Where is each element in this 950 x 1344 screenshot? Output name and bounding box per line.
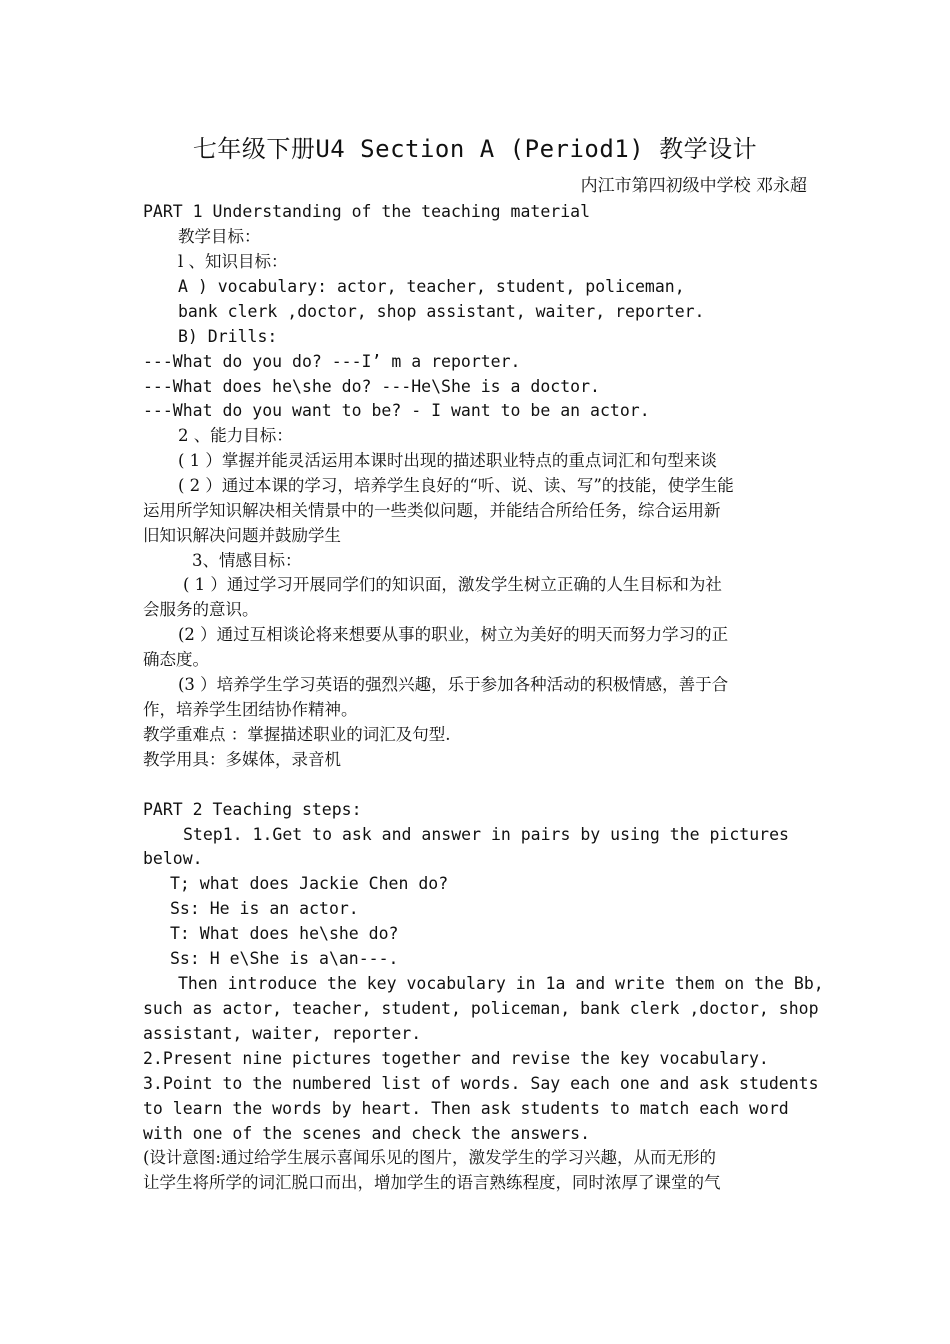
- drill-line: ---What do you do? ---I’ m a reporter.: [143, 352, 521, 371]
- ability-item-cont: 旧知识解决问题并鼓励学生: [143, 526, 341, 545]
- step1-line-cont: below.: [143, 849, 203, 868]
- step1-line: Step1. 1.Get to ask and answer in pairs by using the pictures: [183, 825, 789, 844]
- step3-line-cont: with one of the scenes and check the answers.: [143, 1124, 591, 1143]
- step3-line: 3.Point to the numbered list of words. Say each one and ask students: [143, 1074, 819, 1093]
- emotion-item-cont: 确态度。: [143, 650, 209, 669]
- drill-line: ---What does he\she do? ---He\She is a doctor.: [143, 377, 600, 396]
- ability-item: ( 1 ）掌握并能灵活运用本课时出现的描述职业特点的重点词汇和句型来谈: [178, 451, 717, 470]
- part1-heading: PART 1 Understanding of the teaching material: [143, 202, 591, 221]
- dialog-line: T; what does Jackie Chen do?: [170, 874, 449, 893]
- ability-item: ( 2 ）通过本课的学习，培养学生良好的“听、说、读、写”的技能，使学生能: [178, 476, 734, 495]
- document-title: 七年级下册U4 Section A (Period1) 教学设计: [192, 135, 758, 163]
- key-points: 教学重难点 ：掌握描述职业的词汇及句型.: [143, 725, 451, 744]
- vocab-line: A ) vocabulary: actor, teacher, student, policeman,: [178, 277, 685, 296]
- emotion-label: 3、情感目标：: [192, 551, 302, 570]
- drills-label: B) Drills:: [178, 327, 278, 346]
- author-line: 内江市第四初级中学校 邓永超: [580, 176, 807, 196]
- goals-label: 教学目标：: [178, 227, 261, 246]
- intro-line: Then introduce the key vocabulary in 1a and write them on the Bb,: [178, 974, 824, 993]
- teaching-tools: 教学用具：多媒体，录音机: [143, 750, 341, 769]
- intro-line-cont: assistant, waiter, reporter.: [143, 1024, 422, 1043]
- step3-line-cont: to learn the words by heart. Then ask students to match each word: [143, 1099, 789, 1118]
- drill-line: ---What do you want to be? - I want to be an actor.: [143, 401, 650, 420]
- intro-line-cont: such as actor, teacher, student, policeman, bank clerk ,doctor, shop: [143, 999, 819, 1018]
- vocab-line: bank clerk ,doctor, shop assistant, waiter, reporter.: [178, 302, 705, 321]
- dialog-line: Ss: He is an actor.: [170, 899, 359, 918]
- part2-heading: PART 2 Teaching steps:: [143, 800, 362, 819]
- ability-item-cont: 运用所学知识解决相关情景中的一些类似问题，并能结合所给任务，综合运用新: [143, 501, 721, 520]
- emotion-item: (2 ）通过互相谈论将来想要从事的职业，树立为美好的明天而努力学习的正: [178, 625, 729, 644]
- knowledge-label: l 、知识目标：: [178, 252, 288, 271]
- dialog-line: Ss: H e\She is a\an---.: [170, 949, 399, 968]
- design-intent: (设计意图:通过给学生展示喜闻乐见的图片，激发学生的学习兴趣，从而无形的: [143, 1148, 716, 1167]
- dialog-line: T: What does he\she do?: [170, 924, 399, 943]
- emotion-item: (3 ）培养学生学习英语的强烈兴趣，乐于参加各种活动的积极情感，善于合: [178, 675, 729, 694]
- emotion-item: ( 1 ）通过学习开展同学们的知识面，激发学生树立正确的人生目标和为社: [183, 575, 722, 594]
- ability-label: 2 、能力目标：: [178, 426, 293, 445]
- emotion-item-cont: 作，培养学生团结协作精神。: [143, 700, 358, 719]
- emotion-item-cont: 会服务的意识。: [143, 600, 259, 619]
- step2-line: 2.Present nine pictures together and revise the key vocabulary.: [143, 1049, 769, 1068]
- design-intent-cont: 让学生将所学的词汇脱口而出，增加学生的语言熟练程度，同时浓厚了课堂的气: [143, 1173, 721, 1192]
